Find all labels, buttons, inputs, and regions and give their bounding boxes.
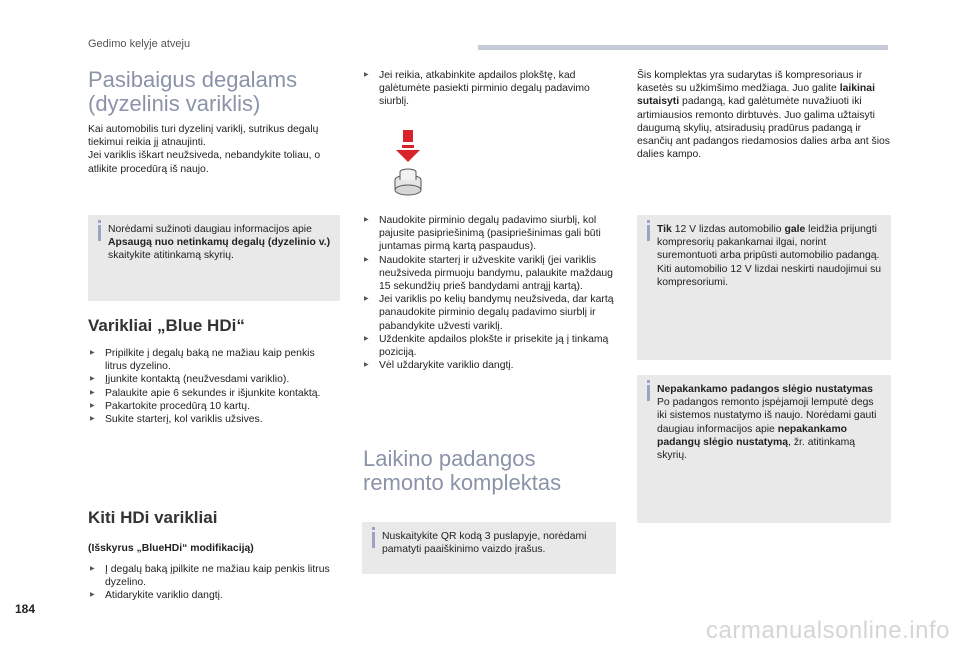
list-item: ▶ Į degalų baką įpilkite ne mažiau kaip penkis litrus dyzelino. [88,563,338,589]
description-text-bold: laikinai sutaisyti [637,83,875,108]
info-box-text: Nuskaitykite QR kodą 3 puslapyje, norėdami pamatyti paaiškinimo vaizdo įrašus. [382,531,587,556]
section-title-blue-hdi: Varikliai „Blue HDi“ [88,316,245,335]
info-icon [372,532,375,548]
list-item: ▶ Uždenkite apdailos plokšte ir prisekite ją į tinkamą poziciją. [362,333,614,359]
other-hdi-steps-list [88,563,338,603]
repair-kit-description [637,69,891,161]
socket-warning: Kiti automobilio 12 V lizdai neskirti naudojimui su kompresoriumi. [657,263,882,288]
intro-paragraph-1: Kai automobilis turi dyzelinį variklį, sutrikus degalų tiekimui reikia jį atnaujinti. [88,124,319,149]
heading-line-1: Laikino padangos [363,446,536,471]
list-item: ▶ Palaukite apie 6 sekundes ir išjunkite kontaktą. [88,387,338,400]
info-box-fuel-protection [88,215,340,301]
socket-note-text-1: 12 V lizdas automobilio [671,224,785,235]
section-heading-repair-kit [363,447,613,495]
priming-steps-list [362,214,614,372]
list-item: ▶ Vėl uždarykite variklio dangtį. [362,359,614,372]
info-box-qr-code [362,522,616,574]
fuel-priming-pump-icon [378,128,438,200]
other-hdi-subtitle: (Išskyrus „BlueHDi“ modifikaciją) [88,543,254,554]
info-text-post: skaitykite atitinkamą skyrių. [108,250,234,262]
info-icon [647,225,650,241]
info-icon [98,225,101,241]
list-item: ▶ Jei reikia, atkabinkite apdailos plokštę, kad galėtumėte pasiekti pirminio degalų padavimo siurblį. [362,69,612,109]
list-item: ▶ Naudokite pirminio degalų padavimo siurblį, kol pajusite pasipriešinimą (pasipriešinimas gali būti juntamas pirmą kartą paspaudus). [362,214,614,254]
pressure-text-post: , žr. atitinkamą skyrių. [657,436,856,462]
intro-text [88,123,338,176]
trim-panel-steps-list [362,69,612,109]
list-item: ▶ Pakartokite procedūrą 10 kartų. [88,400,338,413]
list-item: ▶ Pripilkite į degalų baką ne mažiau kaip penkis litrus dyzelino. [88,347,338,373]
page-number: 184 [15,602,36,616]
description-text-post: padangą, kad galėtumėte nuvažiuoti iki artimiausios remonto dirbtuvės. Juo galima užtaisyti daugumą skylių, atsiradusių pradūrus padangą ir esančių ant padangos riedamosios dalies arba ant šios dalies kampo. [637,96,890,161]
info-box-text [657,383,883,462]
info-box-text [108,223,332,263]
pressure-text-pre: Po padangos remonto įspėjamoji lemputė degs iki sistemos nustatymo iš naujo. Norėdami gauti daugiau informacijos apie [657,397,877,435]
info-box-text [657,223,883,289]
list-item: ▶ Jei variklis po kelių bandymų neužsiveda, dar kartą panaudokite pirminio degalų padavimo siurblį ir pabandykite užvesti variklį. [362,293,614,333]
list-item: ▶ Atidarykite variklio dangtį. [88,589,338,602]
pressure-detection-title: Nepakankamo padangos slėgio nustatymas [657,384,873,395]
info-box-pressure-detection [637,375,891,523]
socket-note-bold-1: Tik [657,224,672,235]
header-divider-bar [478,45,888,50]
info-text-bold: Apsaugą nuo netinkamų degalų (dyzelinio v.) [108,237,331,249]
header-title: Gedimo kelyje atveju [88,38,191,50]
list-item: ▶ Naudokite starterį ir užveskite variklį (jei variklis neužsiveda pirmuoju bandymu, palaukite maždaug 15 sekundžių prieš bandydami antrąjį kartą). [362,254,614,294]
info-icon [647,385,650,401]
description-text-pre: Šis komplektas yra sudarytas iš kompresoriaus ir kasetės su užkimšimo medžiaga. Juo galite [637,70,863,95]
list-item: ▶ Sukite starterį, kol variklis užsives. [88,413,338,426]
info-text-pre: Norėdami sužinoti daugiau informacijos apie [108,224,312,235]
blue-hdi-steps-list [88,347,338,426]
socket-note-bold-2: gale [784,224,806,235]
socket-note [657,223,883,263]
section-heading-fuel-out [88,68,338,116]
heading-line-2: remonto komplektas [363,470,562,495]
watermark: carmanualsonline.info [706,617,950,644]
info-box-12v-socket [637,215,891,360]
heading-line-1: Pasibaigus degalams [88,67,298,92]
pressure-text-bold: nepakankamo padangų slėgio nustatymą [657,423,848,448]
socket-note-text-2: leidžia prijungti kompresorių pakankamai ilgai, norint suremontuoti arba pripūsti automobilio padangą. [657,224,880,262]
list-item: ▶ Įjunkite kontaktą (neužvesdami variklio). [88,373,338,386]
intro-paragraph-2: Jei variklis iškart neužsiveda, nebandykite toliau, o atlikite procedūrą iš naujo. [88,150,321,175]
heading-line-2: (dyzelinis variklis) [88,91,261,116]
section-title-other-hdi: Kiti HDi varikliai [88,508,218,527]
